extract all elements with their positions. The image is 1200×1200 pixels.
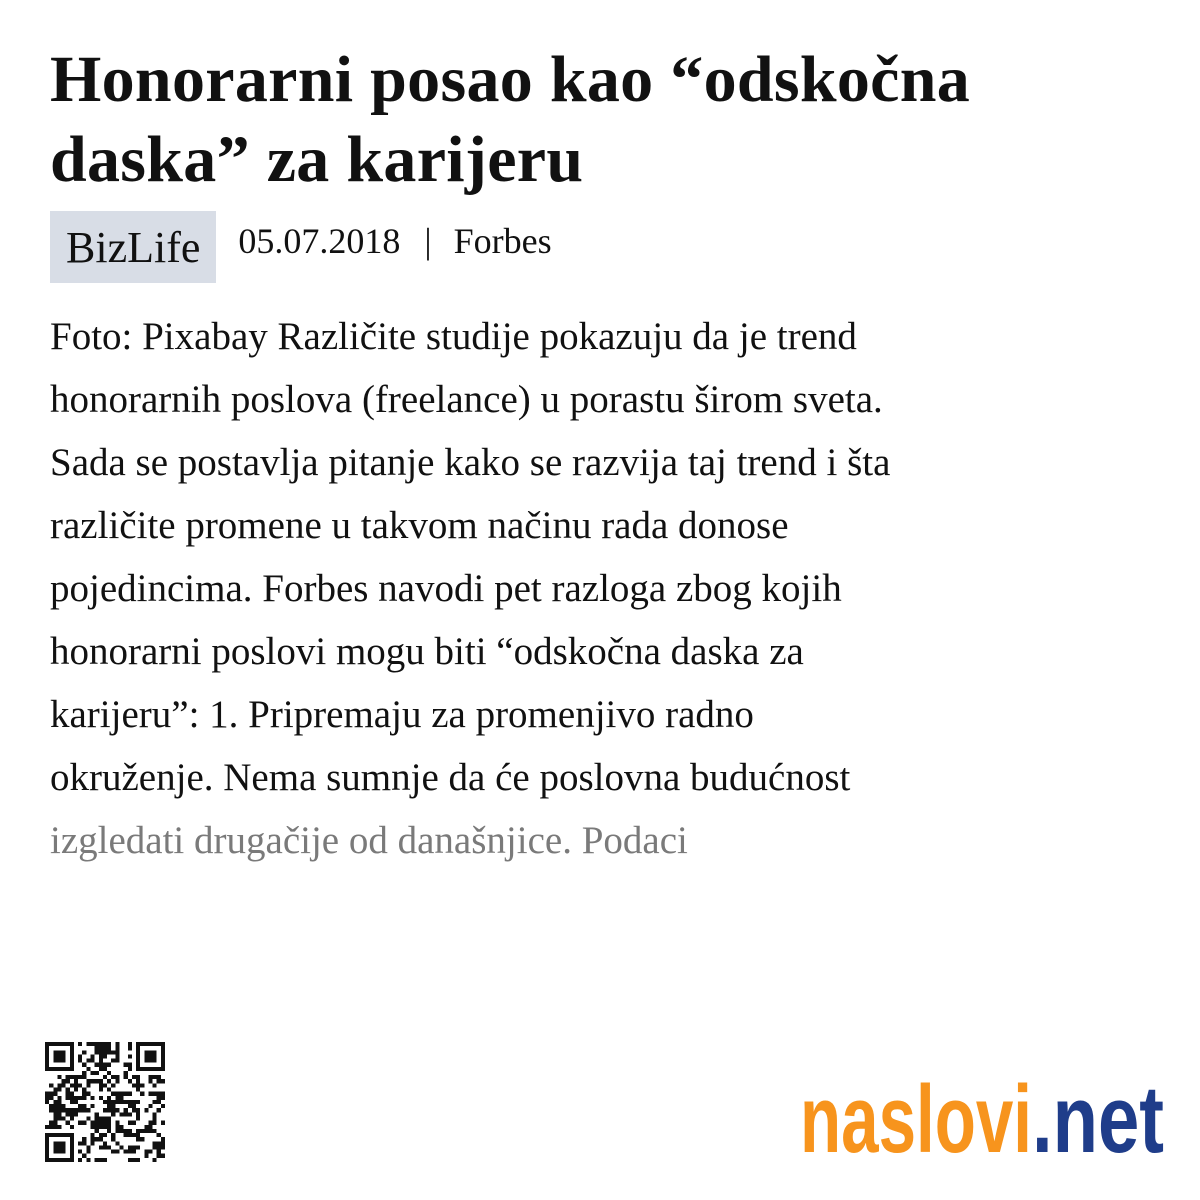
meta-info <box>238 220 551 262</box>
meta-separator: | <box>424 221 432 261</box>
source-name: Forbes <box>453 221 552 261</box>
logo-text-left: naslovi <box>800 1066 1032 1170</box>
body-line: Foto: Pixabay Različite studije pokazuju da je trend <box>50 315 857 358</box>
body-line: honorarni poslovi mogu biti “odskočna daska za <box>50 630 804 673</box>
article-title <box>50 40 1160 200</box>
article-title-line-1: Honorarni posao kao “odskočna <box>50 43 971 116</box>
category-badge[interactable]: BizLife <box>50 211 216 283</box>
body-line: karijeru”: 1. Pripremaju za promenjivo radno <box>50 693 754 736</box>
article-title-line-2: daska” za karijeru <box>50 123 584 196</box>
article-body <box>50 305 1160 872</box>
body-line: različite promene u takvom načinu rada donose <box>50 504 789 547</box>
body-line: honorarnih poslova (freelance) u porastu širom sveta. <box>50 378 883 421</box>
article-meta <box>50 211 552 283</box>
body-line-faded: izgledati drugačije od današnjice. Podaci <box>50 819 688 862</box>
body-line: Sada se postavlja pitanje kako se razvija taj trend i šta <box>50 441 891 484</box>
body-line: okruženje. Nema sumnje da će poslovna budućnost <box>50 756 851 799</box>
publish-date: 05.07.2018 <box>238 221 401 261</box>
body-line: pojedincima. Forbes navodi pet razloga zbog kojih <box>50 567 842 610</box>
naslovi-net-logo[interactable] <box>800 1060 1170 1170</box>
logo-text-right: .net <box>1032 1066 1164 1170</box>
qr-code-icon <box>45 1040 165 1164</box>
